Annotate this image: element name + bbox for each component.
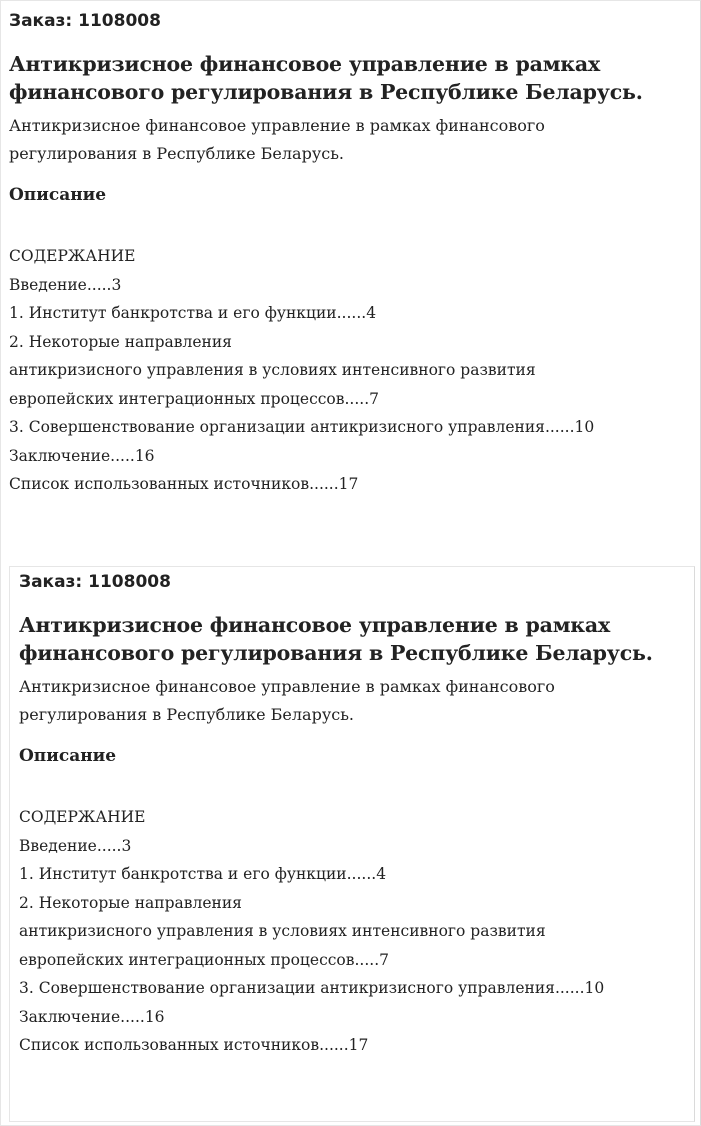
description-heading: Описание — [19, 746, 117, 766]
order-title-line-2: финансового регулирования в Республике Беларусь. — [19, 641, 653, 665]
order-lead — [19, 673, 694, 729]
order-lead — [9, 112, 695, 168]
order-title — [9, 50, 695, 106]
toc-item: европейских интеграционных процессов.....7 — [9, 389, 379, 408]
order-lead-line-2: регулирования в Республике Беларусь. — [19, 705, 354, 724]
order-card-1 — [9, 8, 695, 499]
order-title-line-2: финансового регулирования в Республике Беларусь. — [9, 80, 643, 104]
toc-item: 1. Институт банкротства и его функции......4 — [9, 304, 377, 322]
description-heading: Описание — [9, 185, 107, 205]
toc-heading: СОДЕРЖАНИЕ — [9, 247, 136, 265]
toc-item: Введение.....3 — [19, 836, 132, 855]
toc-item: 1. Институт банкротства и его функции......4 — [19, 865, 387, 883]
toc-item: Заключение.....16 — [19, 1007, 165, 1026]
toc-item: Список использованных источников......17 — [19, 1036, 369, 1054]
order-card-2 — [9, 566, 695, 1122]
order-number: Заказ: 1108008 — [9, 11, 161, 31]
order-title-line-1: Антикризисное финансовое управление в рамках — [19, 613, 611, 637]
order-title — [19, 611, 694, 667]
order-lead-line-1: Антикризисное финансовое управление в рамках финансового — [9, 116, 545, 135]
order-lead-line-2: регулирования в Республике Беларусь. — [9, 144, 344, 163]
toc-item: 2. Некоторые направления — [19, 893, 242, 912]
toc-item: Список использованных источников......17 — [9, 475, 359, 493]
order-number: Заказ: 1108008 — [19, 572, 171, 592]
order-lead-line-1: Антикризисное финансовое управление в рамках финансового — [19, 677, 555, 696]
toc-item: 3. Совершенствование организации антикризисного управления......10 — [19, 979, 605, 997]
toc-item: антикризисного управления в условиях интенсивного развития — [19, 922, 546, 940]
toc-item: антикризисного управления в условиях интенсивного развития — [9, 361, 536, 379]
toc-item: Заключение.....16 — [9, 446, 155, 465]
toc-item: европейских интеграционных процессов.....7 — [19, 950, 389, 969]
table-of-contents — [9, 242, 695, 499]
order-title-line-1: Антикризисное финансовое управление в рамках — [9, 52, 601, 76]
toc-item: 3. Совершенствование организации антикризисного управления......10 — [9, 418, 595, 436]
toc-heading: СОДЕРЖАНИЕ — [19, 808, 146, 826]
toc-item: 2. Некоторые направления — [9, 332, 232, 351]
toc-item: Введение.....3 — [9, 275, 122, 294]
table-of-contents — [19, 803, 694, 1060]
